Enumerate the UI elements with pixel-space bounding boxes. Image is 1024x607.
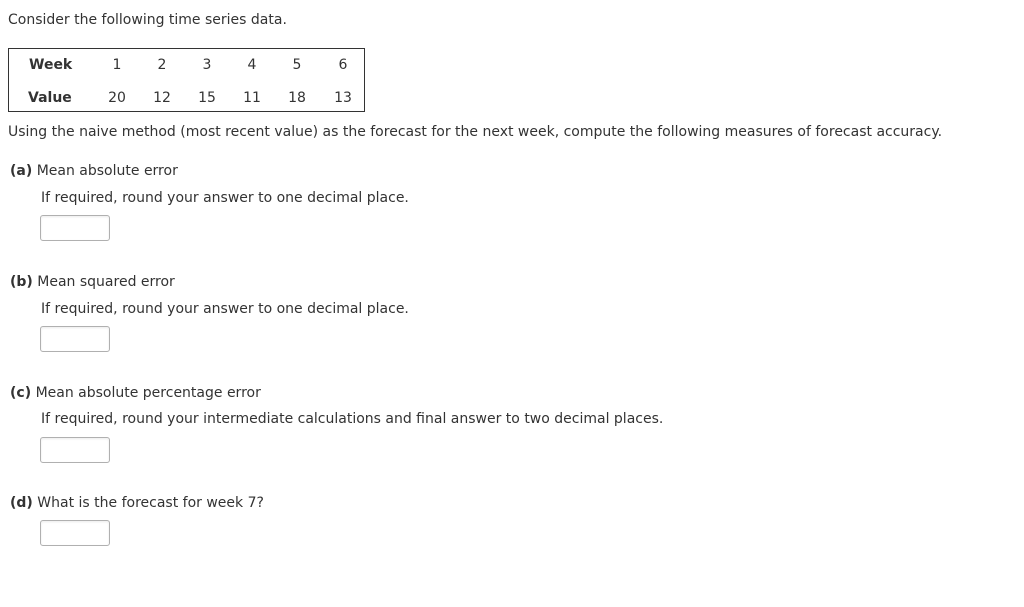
mse-answer-input[interactable] (40, 326, 110, 352)
part-c-title: Mean absolute percentage error (35, 385, 261, 401)
part-d-letter: (d) (10, 495, 33, 511)
part-d-label (10, 495, 264, 511)
value-cell: 12 (153, 90, 171, 106)
value-cell: 11 (243, 90, 261, 106)
intro-text: Consider the following time series data. (8, 12, 287, 28)
part-d-title: What is the forecast for week 7? (37, 495, 264, 511)
part-c-label (10, 385, 261, 401)
time-series-table (8, 48, 365, 112)
week-cell: 1 (112, 57, 122, 73)
value-cell: 13 (334, 90, 352, 106)
value-cell: 15 (198, 90, 216, 106)
week-cell: 6 (338, 57, 348, 73)
week7-forecast-input[interactable] (40, 520, 110, 546)
week-header: Week (29, 57, 73, 73)
value-cell: 20 (108, 90, 126, 106)
value-header: Value (28, 90, 72, 106)
week-cell: 3 (202, 57, 212, 73)
week-cell: 4 (247, 57, 257, 73)
week-cell: 5 (292, 57, 302, 73)
part-b-label (10, 274, 175, 290)
method-text: Using the naive method (most recent value) as the forecast for the next week, compute the following measures of forecast accuracy. (8, 124, 943, 140)
mae-answer-input[interactable] (40, 215, 110, 241)
part-c-letter: (c) (10, 385, 32, 401)
week-cell: 2 (157, 57, 167, 73)
part-b-letter: (b) (10, 274, 33, 290)
part-c-instruction: If required, round your intermediate calculations and final answer to two decimal places. (41, 411, 664, 427)
part-a-instruction: If required, round your answer to one decimal place. (41, 190, 409, 206)
mape-answer-input[interactable] (40, 437, 110, 463)
part-a-title: Mean absolute error (36, 163, 178, 179)
part-a-letter: (a) (10, 163, 33, 179)
value-cell: 18 (288, 90, 306, 106)
part-b-title: Mean squared error (37, 274, 175, 290)
part-b-instruction: If required, round your answer to one decimal place. (41, 301, 409, 317)
part-a-label (10, 163, 178, 179)
